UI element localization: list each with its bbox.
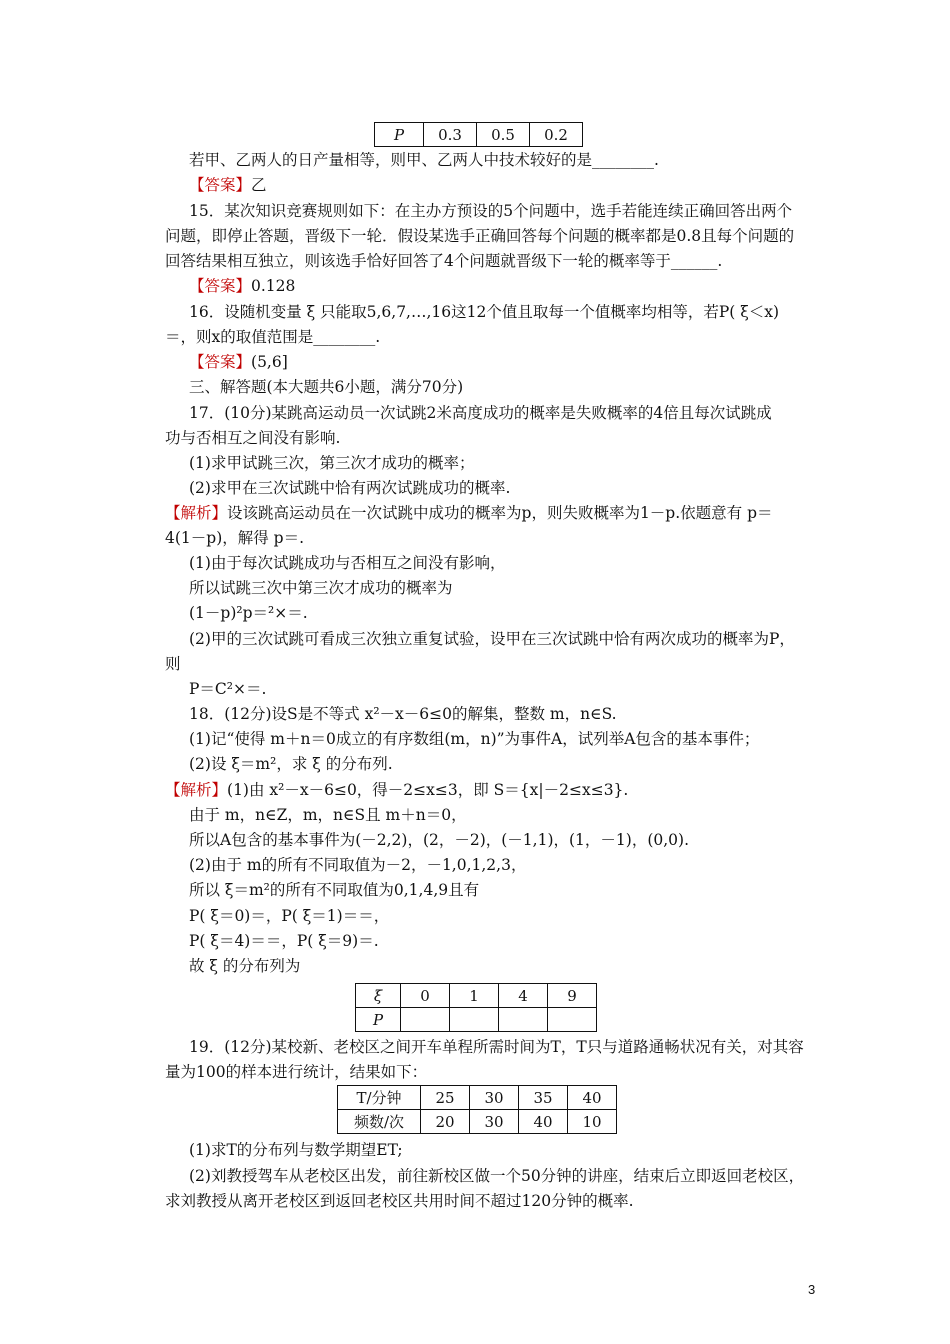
answer-value: 0.128 [251, 277, 296, 295]
table-cell [450, 1008, 499, 1032]
q18-a5: 所以 ξ＝m²的所有不同取值为0,1,4,9且有 [189, 881, 480, 899]
q17-a4: 所以试跳三次中第三次才成功的概率为 [189, 579, 453, 597]
table-cell: 0 [401, 984, 450, 1008]
table-cell [548, 1008, 597, 1032]
table-cell: ξ [356, 984, 401, 1008]
table-cell: 25 [421, 1086, 470, 1110]
table-cell: 0.2 [530, 123, 583, 147]
table-cell: 4 [499, 984, 548, 1008]
table-cell: 30 [470, 1086, 519, 1110]
q17-a3: (1)由于每次试跳成功与否相互之间没有影响， [189, 554, 506, 572]
q19-line2: 量为100的样本进行统计，结果如下： [165, 1063, 428, 1081]
q17-analysis [165, 502, 773, 524]
analysis-text: (1)由 x²－x－6≤0，得－2≤x≤3，即 S＝{x|－2≤x≤3}. [227, 781, 629, 799]
answer-tag: 【答案】 [189, 277, 252, 295]
table-cell: 0.3 [424, 123, 477, 147]
table-cell: 40 [568, 1086, 617, 1110]
q18-analysis [165, 779, 628, 801]
table-cell: 10 [568, 1110, 617, 1134]
q17-a8: P＝C²×＝. [189, 680, 267, 698]
section-heading: 三、解答题(本大题共6小题，满分70分) [189, 378, 464, 396]
q17-a5: (1－p)²p＝²×＝. [189, 604, 308, 622]
q16-line1: 16．设随机变量 ξ 只能取5,6,7,…,16这12个值且取每一个值概率均相等，若P( ξ＜x) [189, 303, 780, 321]
table-cell [499, 1008, 548, 1032]
table-cell: P [356, 1008, 401, 1032]
analysis-text: 设该跳高运动员在一次试跳中成功的概率为p，则失败概率为1－p.依题意有 p＝ [227, 504, 773, 522]
q18-a4: (2)由于 m的所有不同取值为－2，－1,0,1,2,3， [189, 856, 527, 874]
table-cell: 1 [450, 984, 499, 1008]
q19-sub3: 求刘教授从离开老校区到返回老校区共用时间不超过120分钟的概率. [165, 1192, 634, 1210]
answer-tag: 【答案】 [189, 353, 252, 371]
distribution-table [355, 983, 597, 1032]
table-cell: 40 [519, 1110, 568, 1134]
table-cell: T/分钟 [338, 1086, 421, 1110]
q18-a2: 由于 m，n∈Z，m，n∈S且 m＋n＝0， [189, 806, 467, 824]
q19-line1: 19．(12分)某校新、老校区之间开车单程所需时间为T，T只与道路通畅状况有关，对其容 [189, 1038, 804, 1056]
q16-answer [189, 351, 288, 373]
frequency-table [337, 1085, 617, 1134]
q14-answer [189, 174, 267, 196]
q17-a6: (2)甲的三次试跳可看成三次独立重复试验，设甲在三次试跳中恰有两次成功的概率为P， [189, 630, 795, 648]
answer-value: 乙 [251, 176, 267, 194]
q15-line3: 回答结果相互独立，则该选手恰好回答了4个问题就晋级下一轮的概率等于______. [165, 252, 723, 270]
answer-tag: 【答案】 [189, 176, 252, 194]
q19-sub1: (1)求T的分布列与数学期望ET; [189, 1141, 403, 1159]
q15-line1: 15．某次知识竞赛规则如下：在主办方预设的5个问题中，选手若能连续正确回答出两个 [189, 202, 793, 220]
top-probability-table [374, 122, 583, 147]
q15-answer [189, 275, 295, 297]
q18-a3: 所以A包含的基本事件为(－2,2)，(2，－2)，(－1,1)，(1，－1)，(0,0). [189, 831, 689, 849]
table-cell: 频数/次 [338, 1110, 421, 1134]
table-cell: 30 [470, 1110, 519, 1134]
table-cell: 0.5 [477, 123, 530, 147]
q18-a6: P( ξ＝0)＝，P( ξ＝1)＝＝， [189, 907, 390, 925]
table-cell: 20 [421, 1110, 470, 1134]
q16-line2: ＝，则x的取值范围是________. [165, 328, 381, 346]
q17-a7: 则 [165, 655, 181, 673]
q18-sub1: (1)记“使得 m＋n＝0成立的有序数组(m，n)”为事件A，试列举A包含的基本事件； [189, 730, 760, 748]
table-cell: P [375, 123, 424, 147]
q18-a7: P( ξ＝4)＝＝，P( ξ＝9)＝. [189, 932, 379, 950]
q18-sub2: (2)设 ξ＝m²，求 ξ 的分布列. [189, 755, 393, 773]
q19-sub2: (2)刘教授驾车从老校区出发，前往新校区做一个50分钟的讲座，结束后立即返回老校区， [189, 1167, 805, 1185]
q17-line2: 功与否相互之间没有影响. [165, 429, 341, 447]
table-cell: 35 [519, 1086, 568, 1110]
q14-text: 若甲、乙两人的日产量相等，则甲、乙两人中技术较好的是________. [189, 151, 659, 169]
q18-line1: 18．(12分)设S是不等式 x²－x－6≤0的解集，整数 m，n∈S. [189, 705, 617, 723]
q17-line1: 17．(10分)某跳高运动员一次试跳2米高度成功的概率是失败概率的4倍且每次试跳成 [189, 404, 772, 422]
q18-a8: 故 ξ 的分布列为 [189, 957, 301, 975]
analysis-tag: 【解析】 [165, 781, 228, 799]
q17-sub1: (1)求甲试跳三次，第三次才成功的概率； [189, 454, 475, 472]
table-cell [401, 1008, 450, 1032]
analysis-tag: 【解析】 [165, 504, 228, 522]
page-number: 3 [808, 1282, 816, 1297]
table-cell: 9 [548, 984, 597, 1008]
q17-sub2: (2)求甲在三次试跳中恰有两次试跳成功的概率. [189, 479, 511, 497]
answer-value: (5,6] [251, 353, 288, 371]
q15-line2: 问题，即停止答题，晋级下一轮．假设某选手正确回答每个问题的概率都是0.8且每个问题的 [165, 227, 795, 245]
q17-a2: 4(1－p)，解得 p＝. [165, 529, 305, 547]
